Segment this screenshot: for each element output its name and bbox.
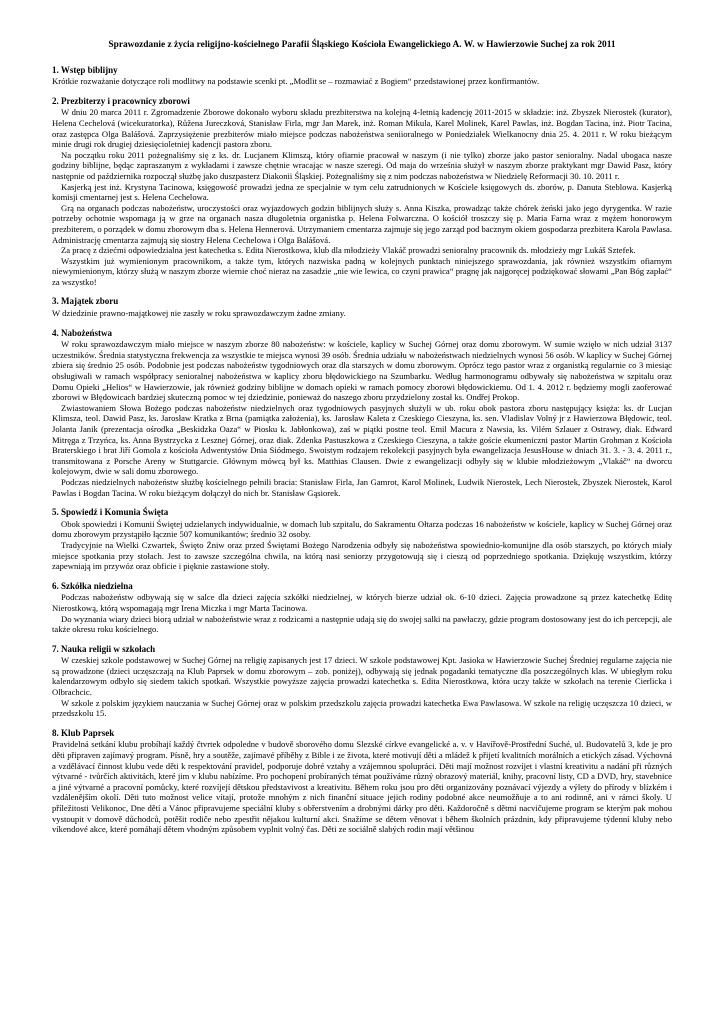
- paragraph: Pravidelná setkání klubu probíhají každý čtvrtek odpoledne v budově sborového domu Slezské církve evangelické a. v. v Havířově-Prostřední Suché, ul. Budovatelů 3, kde je pro děti připraven zajímavý program. Písně, hry a soutěže, zajímavé příběhy z Bible i ze života, které motivují děti a mládež k přijetí kvalitních morálních a etických zásad. Výchovná a vzdělávací činnost klubu vede děti k respektování pravidel, podporuje dobré vztahy a vzájemnou spolupráci. Děti mají možnost rozvíjet i vlastní kreativitu a nadání při různých výtvarné - tvůrčích aktivitách, které jim v klubu nabízíme. Pro pochopení probíraných témat používáme různý obrazový materiál, knihy, pracovní listy, CD a DVD, hry, stavebnice a jiné výtvarné a pracovní pomůcky, které rozvíjejí dětskou představivost a kreativitu. Během roku jsou pro děti organizovány poznávací výjezdy a výlety do přírody v blízkém i vzdálenějším okolí. Děti tuto možnost velice vítají, protože mnohým z nich finanční situace jejich rodiny podobné akce neumožňuje a to ani rodinně, ani v rámci školy. U příležitosti Velikonoc, Dne dětí a Vánoc připravujeme speciální kluby s obřerstvením a drobnými dárky pro děti. Každoročně s dětmi nacvičujeme program se kterým pak mohou vystoupit v domově důchodců, potěšit rodiče nebo zpestřit nějakou kulturní akci. Snažíme se dětem věnovat i během školních prázdnin, kdy připravujeme týdenní kluby nebo víkendové akce, které pomáhají dětem vhodným způsobem vyplnit volný čas. Děti ze sociálně slabých rodin mají většinou: [52, 739, 672, 835]
- section-spowiedz: [52, 507, 672, 572]
- paragraph: W roku sprawozdawczym miało miejsce w naszym zborze 80 nabożeństw: w kościele, kaplicy w Suchej Górnej oraz domu zborowym. W sumie wzięło w nich udział 3137 uczestników. Średnia statystyczna frekwencja za wszystkie te miejsca wynosi 39 osób. Średnia udziału w nabożeństwach niedzielnych wynosi 56 osób. W kaplicy w Suchej Górnej zbiera się średnio 25 osób. Podobnie jest podczas nabożeństw tygodniowych oraz dla starszych w domu zborowym. Oprócz tego pastor wraz z organistką regularnie co 3 miesiąc obsługiwali w ramach współpracy senioralnej nabożeństwa w kaplicy zboru błędowickiego na Szumbarku. Według harmonogramu odbywały się nabożeństwa w szpitalu oraz Domu Opieki „Helios“ w Hawierzowie, jak również godziny biblijne w domach opieki w ramach pomocy zborowi błędowickiemu. Od 1. 4. 2012 r. będziemy mogli zaoferować zborowi w Błędowicach bardziej skuteczną pomoc w tej dziedzinie, ponieważ do naszego zboru przydzielony został ks. Ondřej Prokop.: [52, 339, 672, 403]
- section-szkolka: [52, 581, 672, 635]
- section-majatek: [52, 296, 672, 318]
- paragraph: Krótkie rozważanie dotyczące roli modlitwy na podstawie scenki pt. „Modlit se – rozmawiać z Bogiem“ przedstawionej przez konfirmantów.: [52, 76, 539, 87]
- section-heading: 5. Spowiedź i Komunia Święta: [52, 507, 169, 518]
- section-nauka-religii: [52, 644, 672, 719]
- paragraph: W szkole z polskim językiem nauczania w Suchej Górnej oraz w polskim przedszkolu zajęcia prowadzi katechetka Ewa Pawlasowa. W szkole na religię uczęszcza 10 dzieci, w przedszkolu 15.: [52, 697, 672, 719]
- paragraph: Obok spowiedzi i Komunii Świętej udzielanych indywidualnie, w domach lub szpitalu, do Sakramentu Ołtarza podczas 16 nabożeństw w kościele, kaplicy w Suchej Górnej oraz domu zborowym przystąpiło łącznie 507 komunikantów; średnio 32 osoby.: [52, 518, 672, 540]
- paragraph: Kasjerką jest inż. Krystyna Tacinowa, księgowość prowadzi jedna ze specjalnie w tym celu zatrudnionych w Kościele księgowych ds. zborów, p. Danuta Steblowa. Kasjerką komisji cmentarnej jest s. Helena Cechelowa.: [52, 181, 672, 203]
- section-wstep-biblijny: [52, 65, 672, 87]
- paragraph: Wszystkim już wymienionym pracownikom, a także tym, których nazwiska padną w kolejnych punktach niniejszego sprawozdania, jak również wszystkim ofiarnym niewymienionym, którzy służą w naszym zborze wiernie choć nieraz na zasadzie „nie wie lewica, co czyni prawica“ pragnę jak najgoręcej podziękować słowami „Pan Bóg zapłać“ za wszystko!: [52, 255, 672, 287]
- paragraph: Do wyznania wiary dzieci biorą udział w nabożeństwie wraz z rodzicami a następnie udają się do swojej salki na pawłaczy, gdzie program dostosowany jest do ich percepcji, ale także okresu roku kościelnego.: [52, 613, 672, 635]
- paragraph: Grą na organach podczas nabożeństw, uroczystości oraz wyjazdowych godzin biblijnych służy s. Anna Kiszka, prowadząc także chórek żeński jako jego dyrygentka. W razie potrzeby ochotnie wspomaga ją w grze na organach nasza długoletnia organistka p. Helena Folwarczna. O kościół troszczy się p. Maria Farna wraz z mężem honorowym prezbiterem, o porządek w domu zborowym dba s. Helena Hennerová. Utrzymaniem cmentarza zajmuje się jego zarząd pod bacznym okiem gospodarza prezbitera Karola Pawlasa. Administrację cmentarza zajmują się siostry Helena Cechelowa i Olga Balášová.: [52, 202, 672, 245]
- section-heading: 3. Majątek zboru: [52, 296, 119, 307]
- paragraph: W czeskiej szkole podstawowej w Suchej Górnej na religię zapisanych jest 17 dzieci. W szkole podstawowej Kpt. Jasioka w Hawierzowie Suchej Średniej regularne zajęcia nie są prowadzone (dzieci uczęszczają na Klub Paprsek w domu zborowym – zob. poniżej), odbywają się jednak pogadanki tematyczne dla poszczególnych klas. W ubiegłym roku kalendarzowym odbyło się siedem takich spotkań. Wszystkie powyższe zajęcia prowadzi katechetka s. Edita Nierostkowa, która uczy także w szkołach na terenie Cierlicka i Olbrachcic.: [52, 655, 672, 698]
- paragraph: W dniu 20 marca 2011 r. Zgromadzenie Zborowe dokonało wyboru składu prezbiterstwa na kolejną 4-letnią kadencję 2011-2015 w składzie: inż. Zbyszek Nierostek (kurator), Helena Cechelová (wicekuratorka), Růžena Jureczková, Stanisław Firla, mgr Jan Marek, inż. Roman Mikula, Karel Molinek, Karel Pawlas, inż. Bogdan Tacina, inż. Piotr Tacina, oraz zastępca Olga Balášová. Zaprzysiężenie prezbiterów miało miejsce podczas nabożeństwa seniioralnego w Poniedziałek Wielkanocny dnia 25. 4. 2011 r. W roku bieżącym minie drugi rok drugiej dziesięcioletniej kadencji pastora zboru.: [52, 107, 672, 150]
- section-heading: 4. Nabożeństwa: [52, 327, 112, 338]
- paragraph: Na początku roku 2011 pożegnaliśmy się z ks. dr. Lucjanem Klimszą, który ofiarnie pracował w naszym (i nie tylko) zborze jako pastor senioralny. Nadal ubogaca nasze godziny biblijne, będąc zapraszanym z wykładami i zawsze chętnie wracając w nasze szeregi. Od maja do września służył w naszym zborze praktykant mgr Dawid Pasz, który następnie od października rozpoczął służbę jako duszpasterz Diakonii Śląskiej. Pożegnaliśmy się z nim podczas nabożeństwa w Niedzielę Reformacji 30. 10. 2011 r.: [52, 149, 672, 181]
- paragraph: Tradycyjnie na Wielki Czwartek, Święto Żniw oraz przed Świętami Bożego Narodzenia odbyły się nabożeństwa spowiedniо-komunijne dla osób starszych, po których miały miejsce spotkania przy stołach. Jest to zawsze szczególna chwila, na którą nasi seniorzy przygotowują się i cieszą od poprzedniego spotkania. Dziękuję wszystkim, którzy zapewniają im przywóz oraz obficie i pięknie zastawione stoły.: [52, 539, 672, 572]
- paragraph: Podczas nabożeństw odbywają się w salce dla dzieci zajęcia szkółki niedzielnej, w których bierze udział ok. 6-10 dzieci. Zajęcia prowadzone są przez katechetkę Editę Nierostkową, którą wspomagają mgr Irena Miczka i mgr Marta Tacinowa.: [52, 592, 672, 613]
- section-heading: 7. Nauka religii w szkołach: [52, 643, 156, 654]
- paragraph: Podczas niedzielnych nabożeństw służbę kościelnego pełnili bracia: Stanisław Firla, Jan Gamrot, Karol Molinek, Ludwik Nierostek, Lech Nierostek, Zbyszek Nierostek, Karol Pawlas i Bogdan Tacina. W roku bieżącym dołączył do nich br. Stanisław Gąsiorek.: [52, 476, 672, 498]
- section-heading: 8. Klub Paprsek: [52, 727, 115, 738]
- section-prezbiterzy: [52, 96, 672, 288]
- section-heading: 2. Prezbiterzy i pracownicy zborowi: [52, 95, 190, 106]
- document-title: Sprawozdanie z życia religijno-kościelnego Parafii Śląskiego Kościoła Ewangelickiego A. W. w Hawierzowie Suchej za rok 2011: [108, 40, 616, 50]
- section-heading: 6. Szkółka niedzielna: [52, 580, 133, 591]
- paragraph: Za pracę z dziećmi odpowiedzialna jest katechetka s. Edita Nierostkowa, klub dla młodzieży Vlakáč prowadzi senioralny pracownik ds. młodzieży mgr Lukáš Sztefek.: [61, 245, 636, 256]
- section-heading: 1. Wstęp biblijny: [52, 64, 118, 75]
- paragraph: W dziedzinie prawno-majątkowej nie zaszły w roku sprawozdawczym żadne zmiany.: [52, 308, 346, 319]
- paragraph: Zwiastowaniem Słowa Bożego podczas nabożeństw niedzielnych oraz tygodniowych pasyjnych służyli w ub. roku obok pastora zboru następujący księża: ks. dr Lucjan Klimsza, teol. Dawid Pasz, ks. Jarosław Kratka z Brna (pamiątka założenia), ks. Jarosław Kaleta z Czeskiego Cieszyna, ks. sen. Vladislav Volný jr z Hawierzowa Błędowic, teol. Jolanta Janik (prezentacja ośrodka „Beskidzka Oaza“ w Piosku k. Jabłonkowa), zaś w piątki postne teol. Emil Macura z Nawsia, ks. Vilém Szlauer z Ostrawy, diak. Edward Mitręga z Trzyńca, ks. Anna Bystrzycka z Lesznej Górnej, oraz diak. Zdenka Pastuszkowa z Czeskiego Cieszyna, a także goście ekumeniczni pastor Martin Grohman z Kościoła Braterskiego i brat Jiří Gomola z kościoła Adwentystów Dnia Siódmego. Swoistym rodzajem rekolekcji pasyjnych była ewangelizacja JesusHouse w dniach 31. 3. - 3. 4. 2011 r., transmitowana z Porsche Areny w Stuttgarcie. Głównym mówcą był ks. Matthias Clausen. Dwie z ewangelizacji odbyły się w klubie młodzieżowym „Vlakáč“ na dworcu kolejowym, dwie w sali domu zborowego.: [52, 402, 672, 477]
- section-klub-paprsek: [52, 728, 672, 835]
- section-nabozenstwa: [52, 328, 672, 499]
